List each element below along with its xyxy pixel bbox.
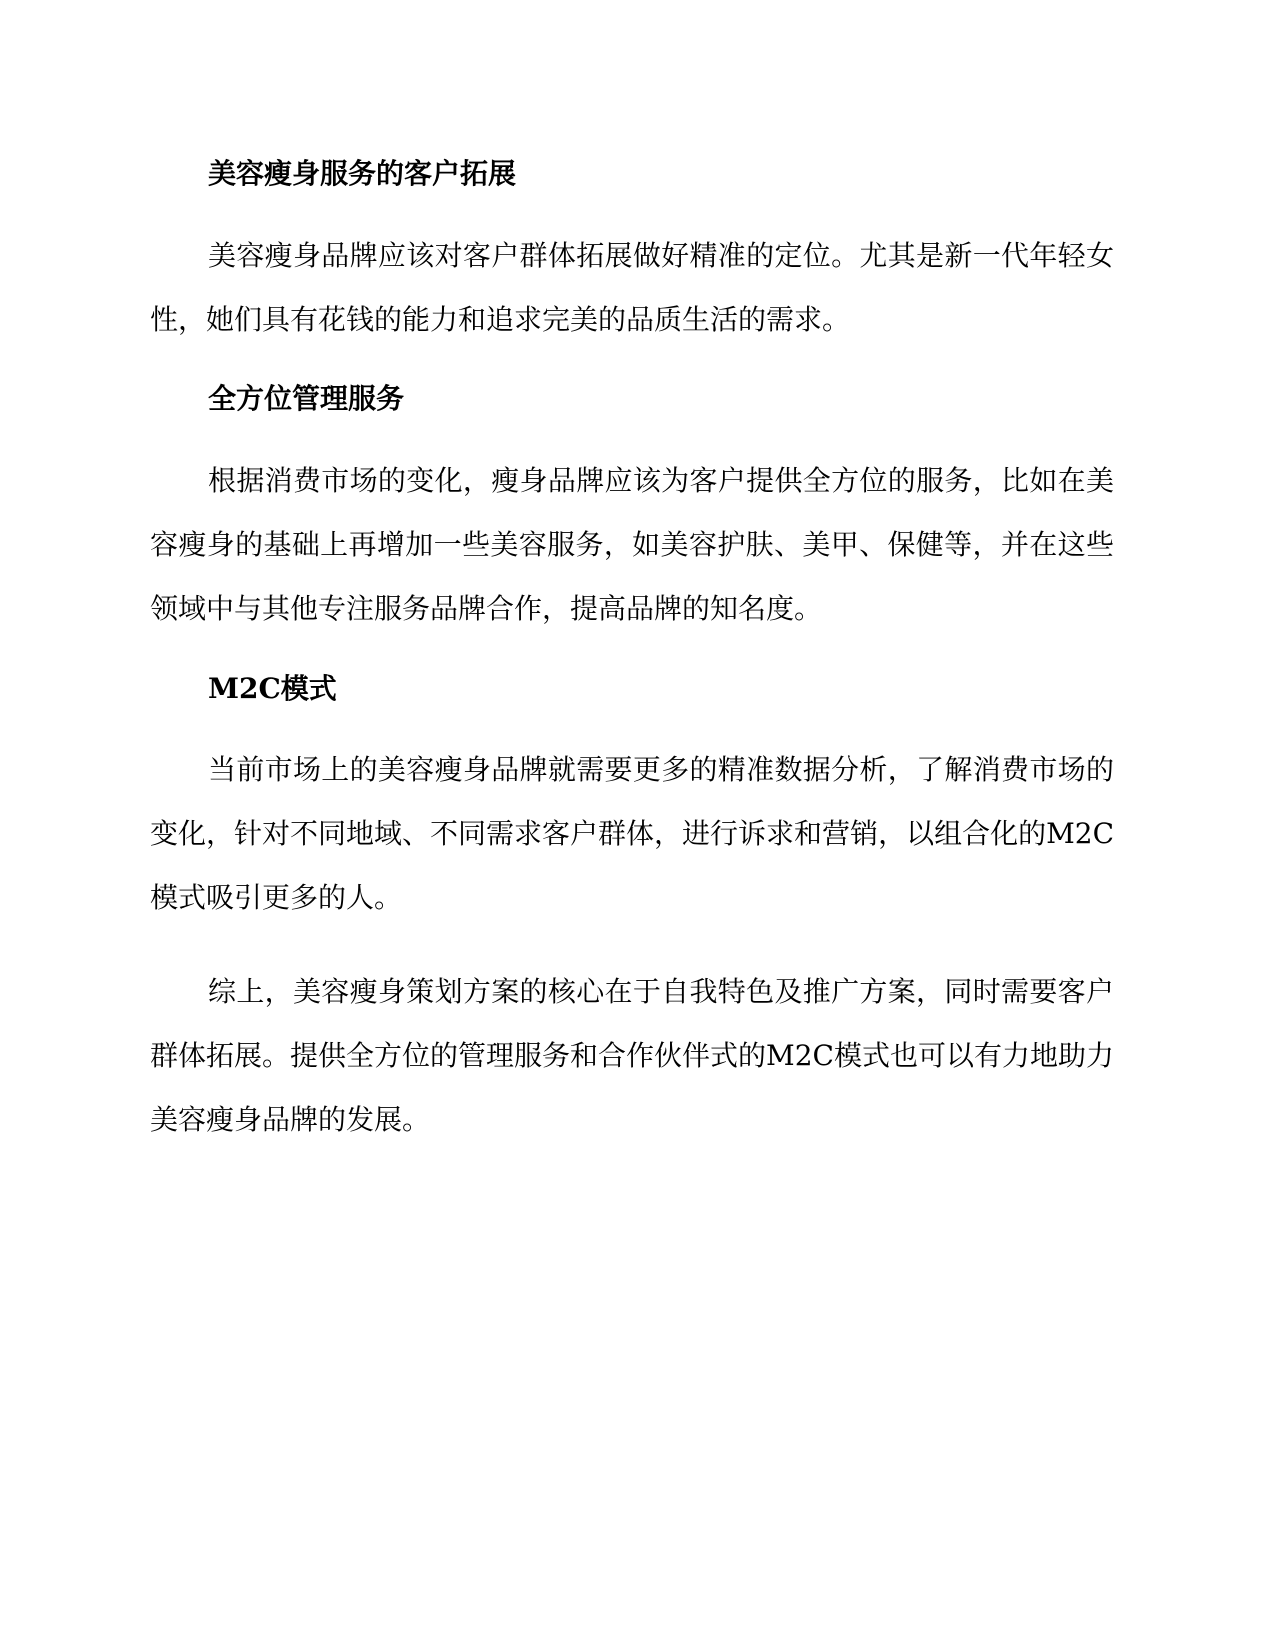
section-heading-customer-expansion: 美容瘦身服务的客户拓展 bbox=[208, 157, 517, 190]
section-body-management-service: 根据消费市场的变化，瘦身品牌应该为客户提供全方位的服务，比如在美容瘦身的基础上再增加一些美容服务，如美容护肤、美甲、保健等，并在这些领域中与其他专注服务品牌合作，提高品牌的知名度。 bbox=[150, 464, 1114, 625]
section-body-m2c-model: 当前市场上的美容瘦身品牌就需要更多的精准数据分析，了解消费市场的变化，针对不同地域、不同需求客户群体，进行诉求和营销，以组合化的M2C模式吸引更多的人。 bbox=[150, 753, 1114, 914]
section-heading-m2c-model: M2C模式 bbox=[208, 672, 337, 705]
conclusion-paragraph: 综上，美容瘦身策划方案的核心在于自我特色及推广方案，同时需要客户群体拓展。提供全方位的管理服务和合作伙伴式的M2C模式也可以有力地助力美容瘦身品牌的发展。 bbox=[150, 975, 1114, 1136]
document-page bbox=[150, 0, 1114, 1650]
section-body-customer-expansion: 美容瘦身品牌应该对客户群体拓展做好精准的定位。尤其是新一代年轻女性，她们具有花钱的能力和追求完美的品质生活的需求。 bbox=[150, 239, 1114, 336]
section-heading-management-service: 全方位管理服务 bbox=[208, 382, 405, 415]
